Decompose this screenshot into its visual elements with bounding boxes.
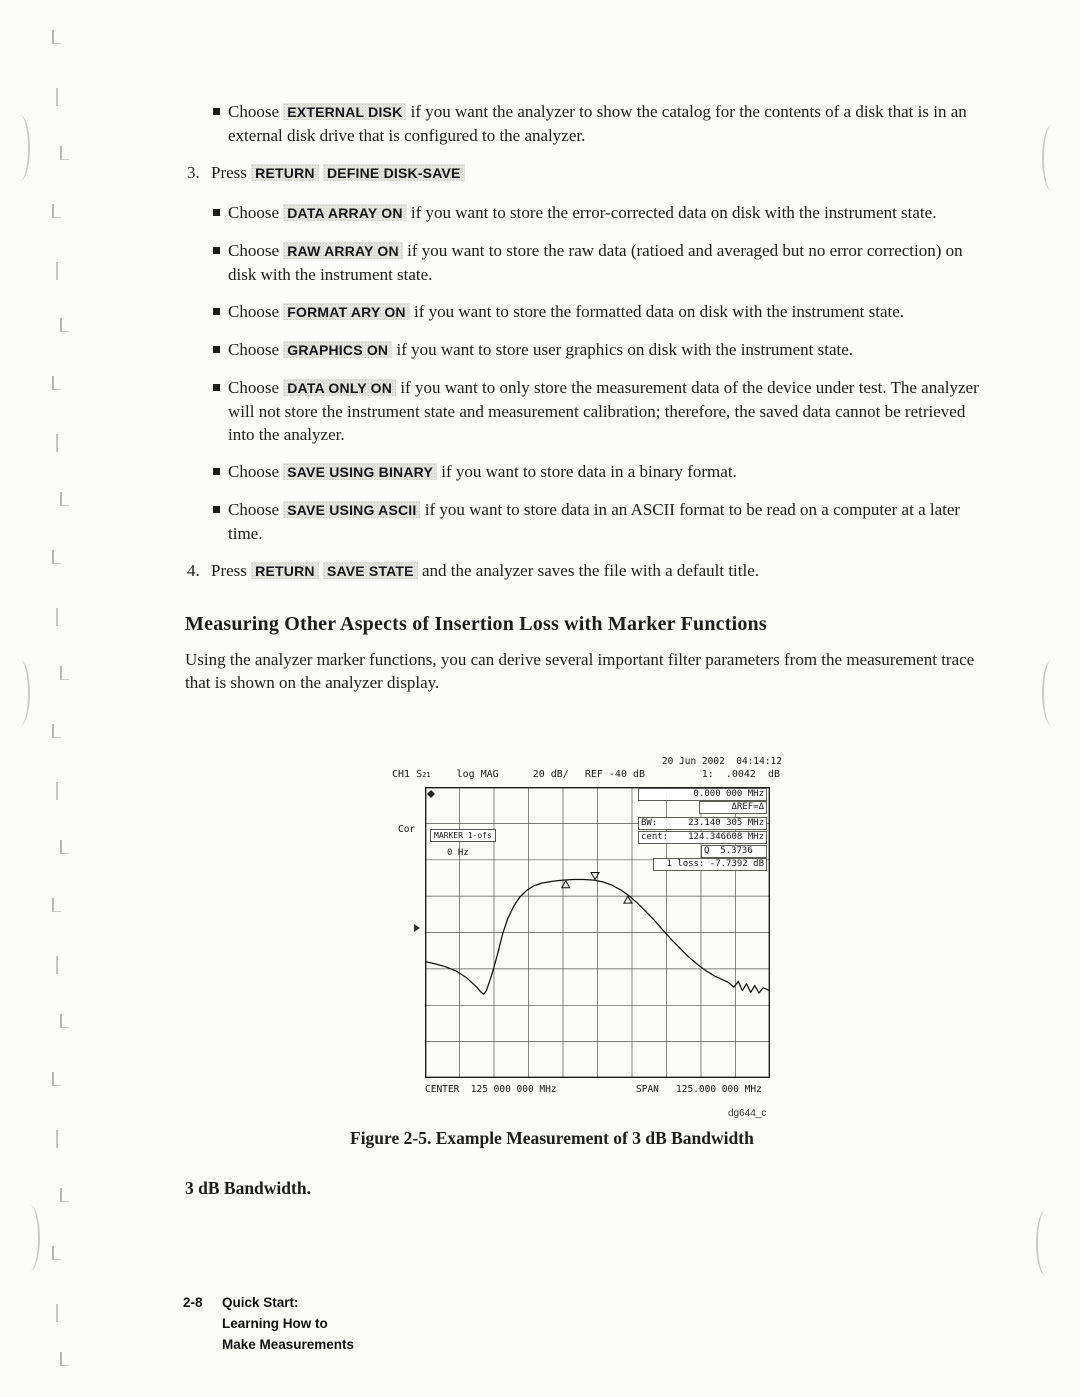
marker-frequency-readout: 0.000 000 MHz [638,788,767,801]
marker-value-label: 1: .0042 dB [701,769,780,780]
s-parameter-subscript: 21 [422,771,431,779]
scan-tick-mark [52,898,61,912]
scan-tick-mark [56,88,65,106]
scan-tick-mark [56,608,65,626]
scan-tick-mark [56,1304,65,1322]
bullet-text: Choose DATA ARRAY ON if you want to store the error-corrected data on disk with the instrument state. [228,203,937,222]
softkey-label: FORMAT ARY ON [283,303,409,320]
page-number: 2-8 [183,1295,203,1310]
softkey-label: RAW ARRAY ON [283,242,403,259]
scan-tick-mark [60,318,69,332]
bullet-item [213,376,980,446]
figure-timestamp: 20 Jun 2002 04:14:12 [661,756,782,767]
step-text: Press RETURN SAVE STATE and the analyzer saves the file with a default title. [211,561,760,580]
softkey-label: DATA ARRAY ON [283,204,406,221]
step-number: 4. [187,561,200,580]
bullet-item [213,338,980,362]
scan-tick-mark [60,840,69,854]
scan-tick-mark [60,146,69,160]
analyzer-graticule [425,787,770,1078]
footer-subtitle: Make Measurements [222,1337,355,1352]
scan-tick-mark [52,724,61,738]
bullet-square [213,506,220,513]
center-value: 124.346608 MHz [688,832,764,842]
q-factor-readout: Q 5.3736 [701,845,767,858]
scale-label: 20 dB/ [532,769,569,780]
stimulus-center-label: CENTER 125 000 000 MHz [425,1084,557,1095]
delta-ref-readout: ΔREF=Δ [699,801,767,814]
scan-tick-mark [52,550,61,564]
footer-subtitle: Learning How to [222,1316,328,1331]
page-curl-mark [10,115,30,181]
bandwidth-readout [638,817,767,830]
bullet-item [213,239,980,286]
softkey-label: SAVE USING BINARY [283,463,437,480]
figure-credit: dg644_c [728,1108,767,1119]
scan-tick-mark [60,1014,69,1028]
step-4 [187,559,980,583]
footer-title: Quick Start: [222,1295,299,1310]
bandwidth-value: 23.140 305 MHz [688,818,764,828]
scan-tick-mark [60,492,69,506]
subsection-heading: 3 dB Bandwidth. [185,1178,311,1198]
page-curl-mark [10,660,30,726]
bullet-square [213,209,220,216]
bullet-square [213,468,220,475]
cor-indicator: Cor [398,824,416,835]
bullet-square [213,346,220,353]
center-freq-readout [638,831,767,844]
step-text: Press RETURN DEFINE DISK-SAVE [211,161,980,185]
channel-line [392,769,780,780]
section-paragraph: Using the analyzer marker functions, you can derive several important filter parameters from the measurement trace that is shown on the analyzer display. [185,650,975,692]
channel-label: CH1 S [392,769,423,780]
center-label: cent: [641,832,669,842]
softkey-label: EXTERNAL DISK [283,103,406,120]
bullet-text: Choose GRAPHICS ON if you want to store user graphics on disk with the instrument state. [228,340,854,359]
scan-tick-mark [52,30,61,44]
softkey-label: SAVE USING ASCII [283,501,420,518]
marker-mode-box: MARKER 1-ofs [430,829,496,842]
bullet-square [213,308,220,315]
section-heading: Measuring Other Aspects of Insertion Loss with Marker Functions [185,613,767,635]
softkey-label: DEFINE DISK-SAVE [323,164,465,181]
loss-readout: 1 loss: -7.7392 dB [653,858,767,871]
analyzer-screen-figure [390,752,790,1124]
softkey-label: DATA ONLY ON [283,379,396,396]
scan-tick-mark [52,1246,61,1260]
scan-tick-mark [56,782,65,800]
stimulus-span-label: SPAN 125.000 000 MHz [636,1084,762,1095]
scan-tick-mark [56,262,65,280]
scan-tick-mark [52,204,61,218]
step-3 [187,161,980,185]
scan-tick-mark [60,666,69,680]
softkey-label: RETURN [251,164,319,181]
bullet-text: Choose SAVE USING ASCII if you want to store data in an ASCII format to be read on a computer at a later time. [228,500,961,543]
bullet-item [213,498,980,545]
bullet-text: Choose RAW ARRAY ON if you want to store the raw data (ratioed and averaged but no error correction) on disk with the instrument state. [228,241,963,284]
page-curl-mark [20,1205,40,1271]
bullet-square [213,108,220,115]
softkey-label: RETURN [251,562,319,579]
bullet-item [213,460,980,484]
step-number: 3. [187,163,200,182]
bullet-item [213,300,980,324]
scan-tick-mark [56,1130,65,1148]
scan-tick-mark [52,376,61,390]
scan-tick-mark [60,1352,69,1366]
softkey-label: SAVE STATE [323,562,418,579]
bullet-text: Choose SAVE USING BINARY if you want to store data in a binary format. [228,462,737,481]
softkey-label: GRAPHICS ON [283,341,392,358]
scan-tick-mark [56,956,65,974]
document-body [185,100,980,694]
scan-tick-mark [60,1188,69,1202]
bullet-text: Choose FORMAT ARY ON if you want to store the formatted data on disk with the instrument state. [228,302,905,321]
ref-position-marker-icon [414,924,420,932]
marker-offset-readout: 0 Hz [447,848,469,858]
bullet-square [213,247,220,254]
bandwidth-label: BW: [641,818,658,828]
bullet-text: Choose EXTERNAL DISK if you want the analyzer to show the catalog for the contents of a disk that is in an external disk drive that is configured to the analyzer. [228,102,967,145]
bullet-square [213,384,220,391]
bullet-item [213,100,980,147]
ref-level-label: REF -40 dB [584,769,646,780]
page-curl-mark [1036,1210,1056,1276]
trace-format-label: log MAG [456,769,499,780]
figure-caption: Figure 2-5. Example Measurement of 3 dB Bandwidth [350,1128,754,1148]
page-curl-mark [1042,125,1062,191]
scan-tick-mark [56,434,65,452]
bullet-text: Choose DATA ONLY ON if you want to only store the measurement data of the device under test. The analyzer will not store the instrument state and measurement calibration; therefore, the saved data cannot be retrieved into the analyzer. [228,378,979,444]
page-footer [183,1292,354,1355]
bullet-item [213,201,980,225]
page-curl-mark [1042,660,1062,726]
scan-tick-mark [52,1072,61,1086]
